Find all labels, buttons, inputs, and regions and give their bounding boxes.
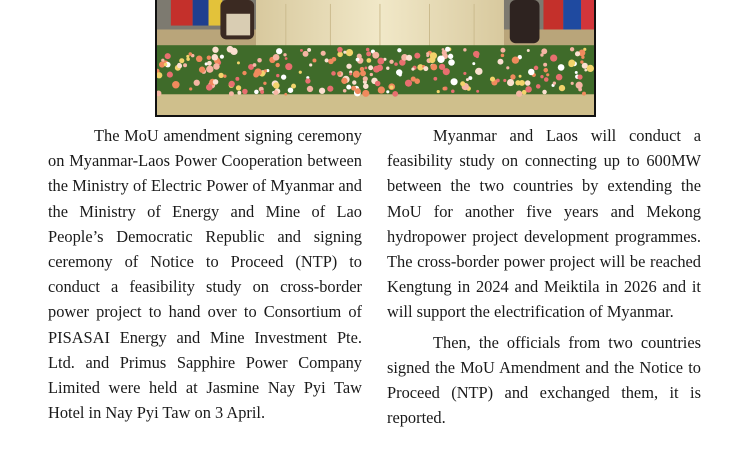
article-paragraph: Then, the officials from two countries signed the MoU Amendment and the Notice to Proceed (NTP) and exchanged them, it is reported.	[387, 332, 701, 428]
article-column-right	[387, 123, 701, 430]
article-paragraph: Myanmar and Laos will conduct a feasibility study on connecting up to 600MW between the two countries by extending the MoU for another five years and Mekong hydropower project development programmes. The cross-border power project will be reached Kengtung in 2024 and Meiktila in 2026 and it will support the electrification of Myanmar.	[387, 126, 701, 322]
article-paragraph: The MoU amendment signing ceremony on Myanmar-Laos Power Cooperation between the Ministry of Electric Power of Myanmar and the Ministry of Energy and Mine of Lao People’s Democratic Republic and signing ceremony of Notice to Proceed (NTP) to conduct a feasibility study on cross-border power project to hand over to Consortium of PISASAI Energy and Mine Investment Pte. Ltd. and Primus Sapphire Power Company Limited were held at Jasmine Nay Pyi Taw Hotel in Nay Pyi Taw on 3 April.	[48, 126, 362, 423]
ceremony-photo	[155, 0, 596, 117]
article-column-left	[48, 123, 362, 425]
ceremony-photo-illustration	[157, 0, 594, 115]
